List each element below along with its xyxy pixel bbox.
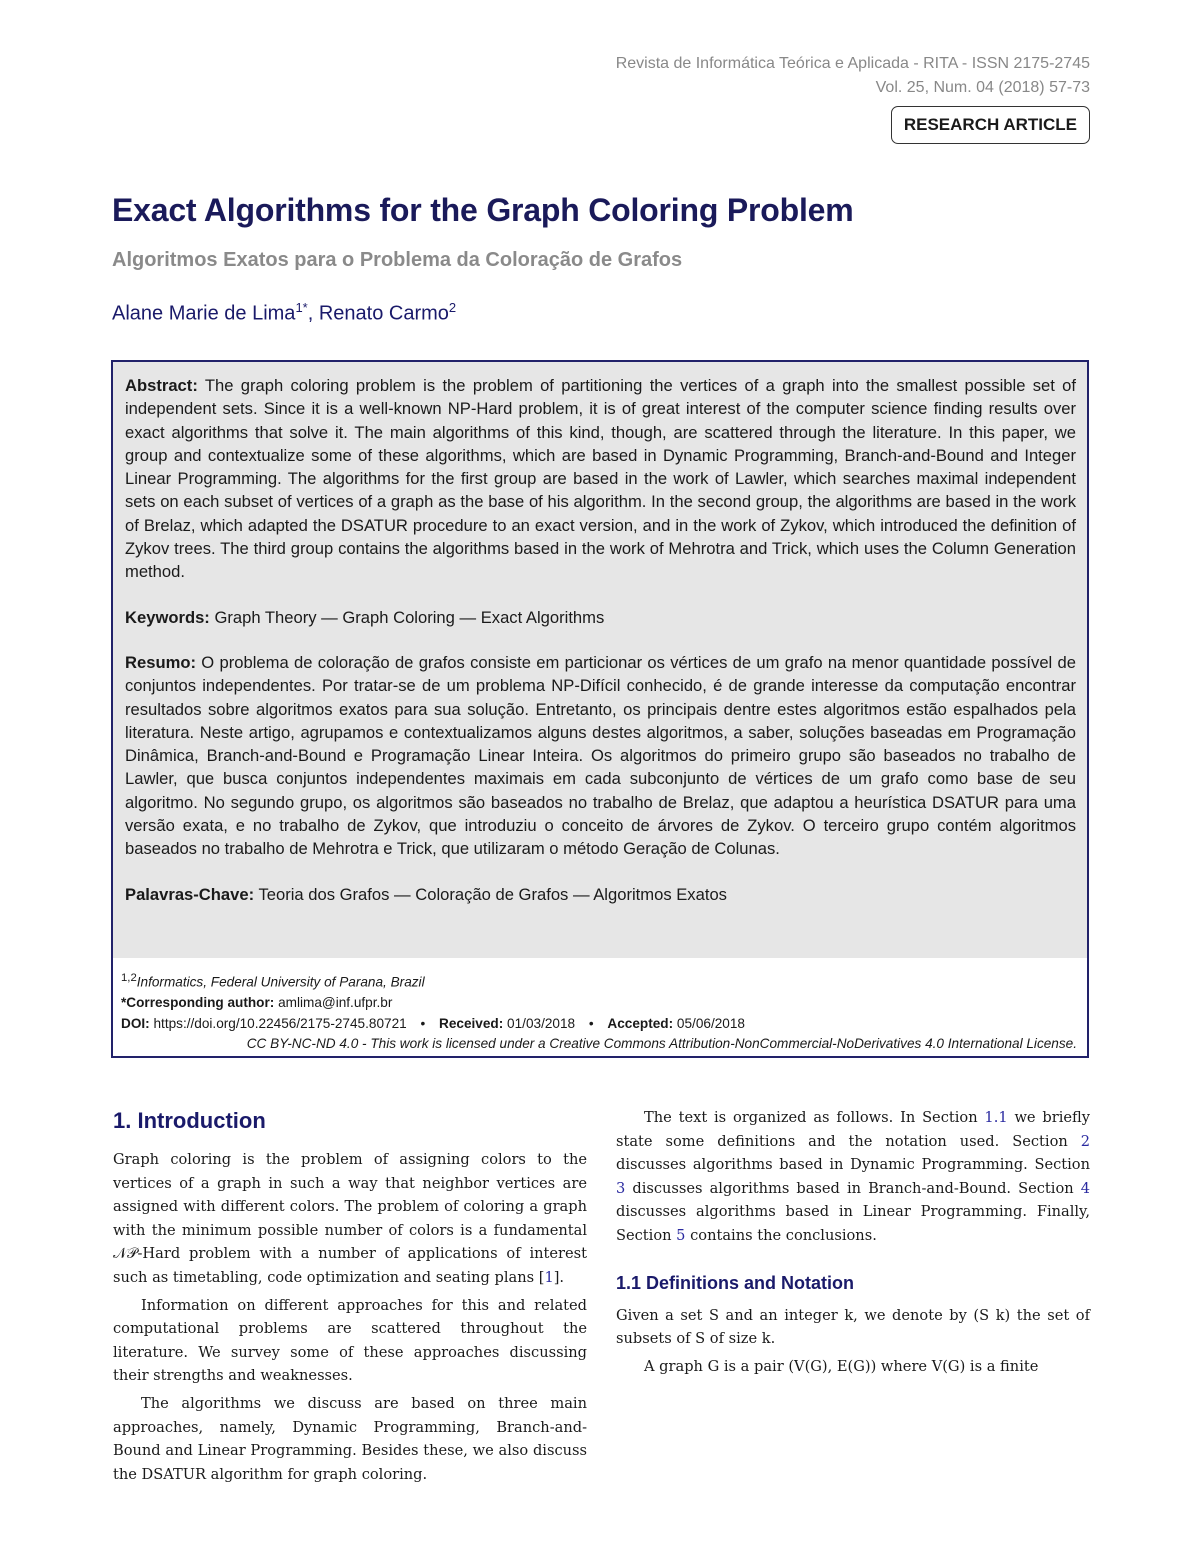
- abstract-paragraph: [125, 374, 1076, 584]
- keywords-label: Keywords:: [125, 607, 210, 627]
- author-list: [112, 300, 456, 326]
- section-link[interactable]: 4: [1080, 1179, 1090, 1197]
- paper-title: Exact Algorithms for the Graph Coloring Problem: [112, 192, 854, 228]
- corresponding-label: *Corresponding author:: [121, 995, 275, 1011]
- received-label: Received:: [439, 1015, 504, 1031]
- body-paragraph: Information on different approaches for this and related computational problems are scattered throughout the literature. We survey some of these approaches discussing their strengths and weaknesses.: [113, 1296, 587, 1385]
- body-text: discusses algorithms based in Linear Programming. Finally, Section: [616, 1203, 1090, 1244]
- corresponding-line: [121, 993, 1077, 1014]
- body-text: Graph coloring is the problem of assigning colors to the vertices of a graph in such a way that neighbor vertices are assigned with different colors. The problem of coloring a graph with the minimum possible number of colors is a fundamental 𝒩𝒫-Hard problem with a number of applications of interest such as timetabling, code optimization and seating plans [: [113, 1151, 587, 1286]
- palavras-paragraph: [125, 883, 1076, 906]
- article-meta: [111, 958, 1089, 1058]
- body-column-right: [616, 1106, 1090, 1382]
- body-text: discusses algorithms based in Branch-and-Bound. Section: [625, 1179, 1081, 1197]
- affiliation-text: Informatics, Federal University of Parana, Brazil: [136, 974, 425, 990]
- author-name: Renato Carmo: [318, 302, 449, 325]
- author-name: Alane Marie de Lima: [112, 302, 296, 325]
- resumo-paragraph: [125, 651, 1076, 861]
- journal-volume: Vol. 25, Num. 04 (2018) 57-73: [875, 79, 1090, 96]
- section-heading: 1. Introduction: [113, 1108, 266, 1133]
- palavras-text: Teoria dos Grafos — Coloração de Grafos — Algoritmos Exatos: [258, 884, 727, 904]
- section-link[interactable]: 5: [676, 1226, 686, 1244]
- abstract-text: The graph coloring problem is the problem of partitioning the vertices of a graph into the smallest possible set of independent sets. Since it is a well-known NP-Hard problem, it is of great interest of the computer science finding results over exact algorithms that solve it. The main algorithms of this kind, though, are scattered through the literature. In this paper, we group and contextualize some of these algorithms, which are based in Dynamic Programming, Branch-and-Bound and Integer Linear Programming. The algorithms for the first group are based in the work of Lawler, which searches maximal independent sets on each subset of vertices of a graph as the base of his algorithm. In the second group, the algorithms are based in the work of Brelaz, which adapted the DSATUR procedure to an exact version, and in the work of Zykov, which introduced the definition of Zykov trees. The third group contains the algorithms based in the work of Mehrotra and Trick, which uses the Column Generation method.: [125, 376, 1076, 582]
- body-column-left: [113, 1106, 587, 1490]
- body-paragraph: A graph G is a pair (V(G), E(G)) where V(G) is a finite: [644, 1357, 1039, 1375]
- doi-line: [121, 1014, 1077, 1035]
- accepted-label: Accepted:: [607, 1015, 674, 1031]
- body-paragraph: [113, 1148, 587, 1290]
- resumo-label: Resumo:: [125, 652, 196, 672]
- corresponding-email[interactable]: amlima@inf.ufpr.br: [278, 995, 393, 1011]
- abstract-label: Abstract:: [125, 376, 198, 395]
- body-text: contains the conclusions.: [685, 1226, 877, 1244]
- author-affiliation-mark: 2: [448, 300, 457, 315]
- doi-link[interactable]: https://doi.org/10.22456/2175-2745.80721: [153, 1015, 407, 1031]
- journal-header: [616, 52, 1090, 100]
- body-paragraph: Given a set S and an integer k, we denote by (S k) the set of subsets of S of size k.: [616, 1306, 1090, 1348]
- author-affiliation-mark: 1*: [295, 300, 308, 315]
- body-text: The text is organized as follows. In Section: [644, 1109, 985, 1126]
- affiliation-mark: 1,2: [121, 972, 137, 984]
- bullet-separator: •: [588, 1015, 594, 1031]
- palavras-label: Palavras-Chave:: [125, 884, 255, 904]
- citation-link[interactable]: 1: [544, 1268, 554, 1286]
- section-link[interactable]: 3: [616, 1179, 626, 1197]
- journal-name: Revista de Informática Teórica e Aplicada - RITA - ISSN 2175-2745: [615, 55, 1090, 72]
- section-link[interactable]: 1.1: [984, 1109, 1008, 1126]
- body-paragraph: The algorithms we discuss are based on three main approaches, namely, Dynamic Programming, Branch-and-Bound and Linear Programming. Besides these, we also discuss the DSATUR algorithm for graph coloring.: [113, 1394, 587, 1483]
- bullet-separator: •: [420, 1015, 426, 1031]
- body-paragraph: [616, 1106, 1090, 1248]
- body-text: ].: [553, 1268, 565, 1286]
- accepted-date: 05/06/2018: [676, 1015, 745, 1031]
- article-type-badge: RESEARCH ARTICLE: [891, 106, 1090, 144]
- abstract-box: [111, 360, 1089, 958]
- license-line: CC BY-NC-ND 4.0 - This work is licensed under a Creative Commons Attribution-NonCommercial-NoDerivatives 4.0 International License.: [246, 1036, 1077, 1052]
- subsection-heading: 1.1 Definitions and Notation: [616, 1272, 855, 1293]
- affiliation-line: [121, 968, 1077, 993]
- received-date: 01/03/2018: [507, 1015, 576, 1031]
- author-separator: ,: [307, 302, 319, 325]
- keywords-text: Graph Theory — Graph Coloring — Exact Algorithms: [214, 607, 605, 627]
- body-text: we briefly state some definitions and the notation used. Section: [616, 1109, 1090, 1150]
- resumo-text: O problema de coloração de grafos consiste em particionar os vértices de um grafo na menor quantidade possível de conjuntos independentes. Por tratar-se de um problema NP-Difícil conhecido, é de grande interesse da computação encontrar resultados sobre algoritmos exatos para sua solução. Entretanto, os principais dentre estes algoritmos estão espalhados pela literatura. Neste artigo, agrupamos e contextualizamos alguns destes algoritmos, a saber, soluções baseadas em Programação Dinâmica, Branch-and-Bound e Programação Linear Inteira. Os algoritmos do primeiro grupo são baseados no trabalho de Lawler, que busca conjuntos independentes maximais em cada subconjunto de vértices de um grafo como base de seu algoritmo. No segundo grupo, os algoritmos são baseados no trabalho de Brelaz, que adaptou a heurística DSATUR para uma versão exata, e no trabalho de Zykov, que introduziu o conceito de árvores de Zykov. O terceiro grupo contém algoritmos baseados no trabalho de Mehrotra e Trick, que utilizaram o método Geração de Colunas.: [125, 652, 1076, 859]
- body-text: discusses algorithms based in Dynamic Programming. Section: [616, 1156, 1090, 1174]
- section-link[interactable]: 2: [1080, 1132, 1090, 1150]
- keywords-paragraph: [125, 606, 1076, 629]
- paper-subtitle: Algoritmos Exatos para o Problema da Coloração de Grafos: [112, 249, 683, 271]
- doi-label: DOI:: [121, 1015, 150, 1031]
